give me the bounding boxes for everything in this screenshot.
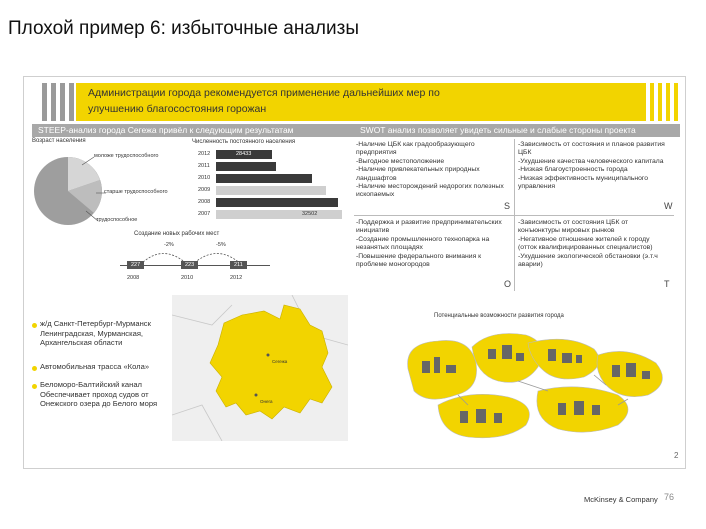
- threat-2: -Негативное отношение жителей к городу (отток квалифицированных специалистов): [518, 235, 653, 252]
- footer-page-number: 76: [664, 492, 675, 502]
- swot-weaknesses: [518, 141, 668, 191]
- map-city-onega: [255, 394, 258, 397]
- bar-2010: [216, 174, 312, 183]
- swot-letter-t: T: [664, 279, 670, 289]
- map-label-onega: Онега: [260, 399, 273, 404]
- strength-2: -Выгодное местоположение: [356, 157, 445, 165]
- bullet-railway: ж/д Санкт-Петербург-Мурманск Ленинградская, Мурманская, Архангельская области: [40, 319, 151, 347]
- pie-title: Возраст населения: [32, 138, 86, 144]
- strength-1: -Наличие ЦБК как градообразующего предприятия: [356, 141, 475, 157]
- bar-year-2012: 2012: [198, 151, 211, 157]
- bar-year-2007: 2007: [198, 211, 211, 217]
- jobs-year-1: 2008: [127, 275, 140, 281]
- bar-year-2010: 2010: [198, 175, 211, 181]
- banner-yellow-stripes: [642, 83, 682, 121]
- opportunity-2: -Создание промышленного технопарка на незанятых площадях: [356, 235, 490, 252]
- jobs-change-1: -2%: [164, 242, 174, 248]
- region-map: [172, 295, 348, 441]
- swot-header: SWOT анализ позволяет увидеть сильные и слабые стороны проекта: [354, 124, 680, 137]
- island-1: [408, 340, 477, 399]
- bullet-marker-3: [32, 384, 37, 389]
- pie-label-over: старше трудоспособного: [104, 189, 168, 195]
- jobs-value-3: 211: [230, 261, 247, 269]
- bar-2007: [216, 210, 342, 219]
- weakness-2: -Ухудшение качества человеческого капитала: [518, 157, 664, 165]
- bar-2008: [216, 198, 338, 207]
- pie-label-working: трудоспособное: [96, 217, 138, 223]
- weakness-4: -Низкая эффективность муниципального управления: [518, 174, 649, 191]
- bullet-highway: Автомобильная трасса «Кола»: [40, 362, 150, 371]
- slide-thumbnail: [23, 76, 686, 469]
- jobs-change-2: -5%: [216, 242, 226, 248]
- swot-letter-o: O: [504, 279, 512, 289]
- bullet-marker-1: [32, 323, 37, 328]
- weakness-1: -Зависимость от состояния и планов развития ЦБК: [518, 141, 665, 157]
- strength-3: -Наличие привлекательных природных ландшафтов: [356, 166, 480, 182]
- opportunity-1: -Поддержка и развитие предпринимательских инициатив: [356, 219, 502, 235]
- map-label-segezha: Сегежа: [272, 359, 288, 364]
- swot-opportunities: [356, 219, 508, 269]
- jobs-title: Создание новых рабочих мест: [134, 231, 220, 237]
- banner-line-1: Администрации города рекомендуется применение дальнейших мер по: [88, 87, 440, 99]
- pie-label-under: моложе трудоспособного: [94, 153, 159, 159]
- population-bar-chart: [192, 149, 352, 225]
- map-city-segezha: [267, 354, 270, 357]
- swot-threats: [518, 219, 668, 269]
- footer-brand: McKinsey & Company: [584, 495, 658, 504]
- bar-2009: [216, 186, 326, 195]
- strength-4: -Наличие месторождений недорогих полезных ископаемых: [356, 183, 504, 199]
- bar-2011: [216, 162, 276, 171]
- bar-2012-value: 28433: [236, 151, 252, 157]
- swot-strengths: [356, 141, 508, 200]
- steep-header: STEEP-анализ города Сегежа привёл к следующим результатам: [32, 124, 356, 137]
- possibilities-title: Потенциальные возможности развития города: [434, 313, 564, 319]
- bar-year-2009: 2009: [198, 187, 211, 193]
- bullet-marker-2: [32, 366, 37, 371]
- swot-divider-horizontal: [354, 215, 674, 216]
- jobs-value-2: 223: [181, 261, 198, 269]
- slide-page-number: 2: [674, 451, 679, 460]
- banner-text: [88, 85, 488, 117]
- jobs-value-1: 227: [127, 261, 144, 269]
- banner-stripes: [42, 83, 76, 121]
- bullet-canal: Беломоро-Балтийский канал Обеспечивает проход судов от Онежского озера до Белого моря: [40, 380, 158, 408]
- jobs-year-3: 2012: [230, 275, 243, 281]
- possibilities-illustration: [398, 325, 686, 445]
- bar-year-2008: 2008: [198, 199, 211, 205]
- threat-1: -Зависимость от состояния ЦБК от конъюнктуры мировых рынков: [518, 219, 629, 235]
- bar-2007-value: 32502: [302, 211, 318, 217]
- weakness-3: -Низкая благоустроенность города: [518, 166, 628, 174]
- jobs-year-2: 2010: [181, 275, 194, 281]
- opportunity-3: -Повышение федерального внимания к проблеме моногородов: [356, 252, 482, 269]
- banner-line-2: улучшению благосостояния горожан: [88, 103, 267, 115]
- bar-year-2011: 2011: [198, 163, 210, 169]
- threat-3: -Ухудшение экологической обстановки (э.т.ч аварии): [518, 252, 658, 269]
- swot-letter-w: W: [664, 201, 673, 211]
- bar-title: Численность постоянного населения: [192, 139, 296, 145]
- swot-grid: [354, 139, 674, 291]
- swot-letter-s: S: [504, 201, 511, 211]
- page-title: Плохой пример 6: избыточные анализы: [8, 18, 359, 39]
